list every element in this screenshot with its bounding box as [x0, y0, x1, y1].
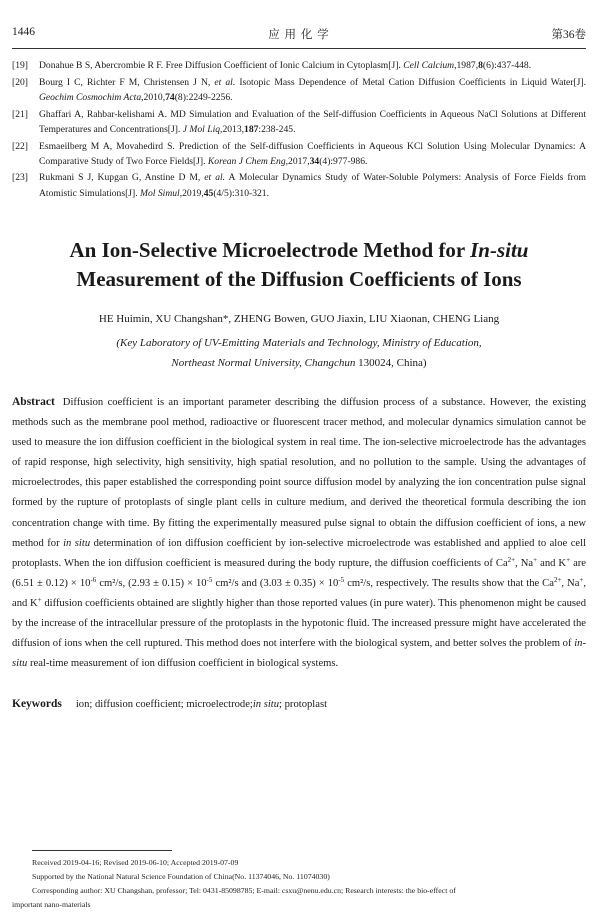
reference-item: [21] Ghaffari A, Rahbar-kelishami A. MD Simulation and Evaluation of the Self-diffusion Coefficients in Aqueous NaCl Solutions at Different Temperatures and Concentrations[J]. J Mol Liq,2013,187:238-245.: [12, 108, 586, 135]
reference-item: [19] Donahue B S, Abercrombie R F. Free Diffusion Coefficient of Ionic Calcium in Cytoplasm[J]. Cell Calcium,1987,8(6):437-448.: [12, 58, 586, 73]
keywords-label: Keywords: [12, 698, 62, 710]
reference-text: Donahue B S, Abercrombie R F. Free Diffusion Coefficient of Ionic Calcium in Cytoplasm[J].: [39, 60, 401, 71]
footnote-divider: [32, 850, 172, 851]
title-italic: In-situ: [470, 238, 529, 262]
reference-text: Rukmani S J, Kupgan G, Anstine D M,: [39, 172, 201, 184]
reference-number: [21]: [12, 108, 28, 120]
reference-item: [20] Bourg I C, Richter F M, Christensen J N, et al. Isotopic Mass Dependence of Metal Cation Diffusion Coefficients in Liquid Water[J]. Geochim Cosmochim Acta,2010,74(8):2249-2256.: [12, 76, 586, 103]
reference-journal: J Mol Liq: [182, 123, 221, 135]
header-divider: [12, 48, 586, 49]
corresponding-author: Corresponding author: XU Changshan, professor; Tel: 0431-85098785; E-mail: csxu@nenu.edu.cn; Research interests: the bio-effect of: [32, 886, 456, 895]
received-dates: Received 2019-04-16; Revised 2019-06-10; Accepted 2019-07-09: [32, 858, 239, 867]
funding-note: Supported by the National Natural Science Foundation of China(No. 11374046, No. 11074030): [32, 872, 330, 881]
author-list: HE Huimin, XU Changshan*, ZHENG Bowen, GUO Jiaxin, LIU Xiaonan, CHENG Liang: [98, 313, 500, 325]
reference-number: [22]: [12, 140, 28, 152]
abstract-label: Abstract: [12, 396, 55, 408]
volume-label: 第36卷: [551, 29, 586, 41]
reference-journal: Geochim Cosmochim Acta: [39, 91, 142, 103]
reference-volume: 187: [244, 123, 259, 135]
page-header: [12, 22, 586, 44]
paper-title: An Ion-Selective Microelectrode Method for In-situ Measurement of the Diffusion Coefficients of Ions: [69, 238, 529, 291]
footnotes: [12, 856, 586, 912]
reference-journal: Mol Simul: [140, 187, 180, 199]
reference-number: [23]: [12, 172, 28, 184]
reference-text: Ghaffari A, Rahbar-kelishami A. MD Simulation and Evaluation of the Self-diffusion Coefficients in Aqueous NaCl Solutions at Different Temperatures and Concentrations[J].: [39, 108, 586, 135]
journal-name: 应 用 化 学: [268, 29, 330, 41]
reference-volume: 45: [203, 187, 214, 199]
reference-journal: Korean J Chem Eng: [207, 155, 286, 167]
reference-volume: 34: [309, 155, 320, 167]
reference-text: Esmaeilberg M A, Movahedird S. Prediction of the Self-diffusion Coefficients in Aqueous KCl Solution Using Molecular Dynamics: A Comparative Study of Two Force Fields[J].: [39, 140, 586, 167]
reference-number: [19]: [12, 60, 28, 71]
reference-volume: 8: [478, 60, 483, 71]
reference-volume: 74: [165, 91, 175, 103]
corresponding-author-cont: important nano-materials: [12, 900, 91, 909]
reference-item: [23] Rukmani S J, Kupgan G, Anstine D M, et al. A Molecular Dynamics Study of Water-Soluble Polymers: Analysis of Force Fields from Atomistic Simulations[J]. Mol Simul,2019,45(4/5):310-321.: [12, 172, 587, 199]
reference-text: Bourg I C, Richter F M, Christensen J N,: [39, 76, 211, 88]
reference-number: [20]: [12, 76, 28, 88]
reference-journal: Cell Calcium: [403, 60, 455, 71]
affiliation: (Key Laboratory of UV-Emitting Materials and Technology, Ministry of Education, Northeast Normal University, Changchun 130024, China): [116, 337, 482, 369]
abstract: Abstract Diffusion coefficient is an important parameter describing the diffusion process of a substance. However, the existing methods such as the membrane pool method, radioactive or fluorescent tracer method, and molecular dynamics simulation cannot be used to measure the ion diffusion coefficient in the biological system in real time. The ion-selective microelectrode has the advantages of rapid response, high selectivity, high sensitivity, high spatial resolution, and no pollution to the sample. Using the advantages of microelectrodes, this paper established the corresponding point source diffusion model by analyzing the ion concentration pulse signal formed by the rupture of protoplasts of single plant cells in culture medium, and derived the theoretical formula describing the ion concentration change with time. By fitting the experimentally measured pulse signal to obtain the diffusion coefficient of ions, a new method for in situ determination of ion diffusion coefficient by ion-selective microelectrode was established and applied to aloe cell protoplasts. When the ion diffusion coefficient is measured during the body rupture, the diffusion coefficients of $Ca^{2+}$, Na+ and K+ are $(6.51 \pm 0.12) \times 10^{-6}$ cm²/s, $(2.93 \pm 0.15) \times 10^{-5}$ cm²/s and $(3.03 \pm 0.35) \times 10^{-5}$ cm²/s, respectively. The results show that the $Ca^{2+}$, Na+, and K+ diffusion coefficients obtained are slightly higher than those reported values (in pure water). This phenomenon might be caused by the increase of the intracellular pressure of the protoplasts in the hypotonic fluid. The increased pressure might have accelerated the diffusion of ions when the cell ruptured. This method does not interfere with the biological system, and better solves the problem of in-situ real-time measurement of ion diffusion coefficient in biological systems.: [12, 396, 587, 670]
keywords: Keywords ion; diffusion coefficient; microelectrode;in situ; protoplast: [12, 698, 328, 710]
reference-list: [12, 58, 586, 202]
page-number: 1446: [12, 26, 35, 38]
reference-item: [22] Esmaeilberg M A, Movahedird S. Prediction of the Self-diffusion Coefficients in Aqueous KCl Solution Using Molecular Dynamics: A Comparative Study of Two Force Fields[J]. Korean J Chem Eng,2017,34(4):977-986.: [12, 140, 586, 167]
